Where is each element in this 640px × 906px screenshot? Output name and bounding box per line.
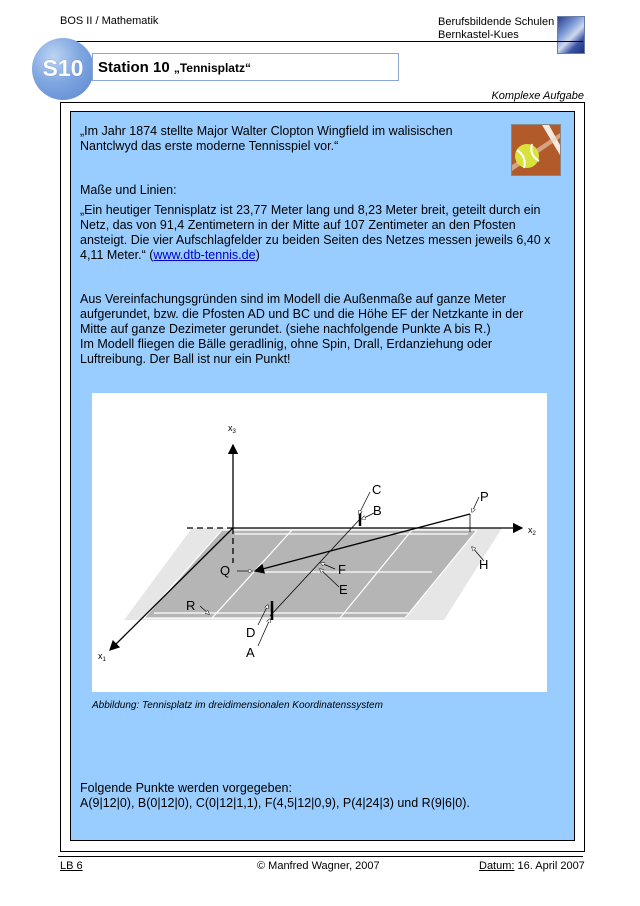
school-line-2: Bernkastel-Kues — [438, 29, 519, 41]
tennis-ball-image — [511, 124, 561, 176]
model-line-5: Luftreibung. Der Ball ist nur ein Punkt! — [80, 352, 291, 366]
footer-date-label: Datum: — [479, 860, 515, 872]
points-line-1: Folgende Punkte werden vorgegeben: — [80, 781, 292, 795]
axis-x1-label: $x_1$ — [98, 651, 106, 663]
figure-caption: Abbildung: Tennisplatz im dreidimensionalen Koordinatenssystem — [92, 700, 383, 711]
axis-x2-label: $x_2$ — [528, 525, 536, 537]
label-c: C — [372, 482, 382, 497]
footer-left: LB 6 — [60, 860, 83, 872]
model-line-3: Mitte auf ganze Dezimeter gerundet. (siehe nachfolgende Punkte A bis R.) — [80, 322, 491, 336]
label-r: R — [186, 598, 196, 613]
label-h: H — [479, 557, 489, 572]
title-sub: „Tennisplatz“ — [173, 61, 251, 75]
label-a: A — [246, 645, 255, 660]
quote-line-1: „Im Jahr 1874 stellte Major Walter Clopton Wingfield im walisischen — [80, 124, 453, 138]
label-d: D — [246, 625, 256, 640]
label-f: F — [338, 562, 346, 577]
school-line-1: Berufsbildende Schulen — [438, 16, 555, 28]
footer-date-value: 16. April 2007 — [514, 860, 585, 872]
dims-line-2: Netz, das von 91,4 Zentimetern in der Mitte auf 107 Zentimeter an den Pfosten — [80, 218, 516, 232]
label-q: Q — [220, 563, 231, 578]
page-title — [98, 59, 251, 76]
model-line-4: Im Modell fliegen die Bälle geradlinig, ohne Spin, Drall, Erdanziehung oder — [80, 337, 493, 351]
station-badge-label: S10 — [42, 55, 84, 81]
model-line-1: Aus Vereinfachungsgründen sind im Modell die Außenmaße auf ganze Meter — [80, 292, 506, 306]
dims-line-3: ansteigt. Die vier Aufschlagfelder zu beiden Seiten des Netzes messen jeweils 6,40 x — [80, 233, 551, 247]
header-divider — [58, 41, 583, 42]
dims-line-4-prefix: 4,11 Meter.“ ( — [80, 248, 154, 262]
footer-divider — [58, 856, 583, 857]
figure-panel — [92, 393, 547, 692]
label-b: B — [373, 503, 382, 518]
axis-x3-label: $x_3$ — [228, 423, 236, 435]
header-subject: BOS II / Mathematik — [60, 15, 159, 27]
points-line-2: A(9|12|0), B(0|12|0), C(0|12|1,1), F(4,5|12|0,9), P(4|24|3) und R(9|6|0). — [80, 796, 470, 810]
dims-line-4-suffix: ) — [255, 248, 260, 262]
section-heading: Maße und Linien: — [80, 183, 177, 197]
header-school — [438, 16, 554, 42]
label-e: E — [339, 582, 348, 597]
footer-date — [479, 860, 585, 872]
quote-line-2: Nantclwyd das erste moderne Tennisspiel vor.“ — [80, 139, 339, 153]
footer-copyright: © Manfred Wagner, 2007 — [257, 860, 380, 872]
task-type: Komplexe Aufgabe — [491, 90, 584, 102]
dims-line-1: „Ein heutiger Tennisplatz ist 23,77 Meter lang und 8,23 Meter breit, geteilt durch ein — [80, 203, 541, 217]
dims-line-4 — [80, 248, 260, 263]
label-p: P — [480, 489, 489, 504]
model-line-2: aufgerundet, bzw. die Pfosten AD und BC und die Höhe EF der Netzkante in der — [80, 307, 524, 321]
tennis-court-diagram — [92, 393, 547, 692]
dtb-link[interactable]: www.dtb-tennis.de — [153, 248, 256, 262]
title-main: Station 10 — [98, 59, 170, 76]
school-logo — [557, 16, 585, 54]
